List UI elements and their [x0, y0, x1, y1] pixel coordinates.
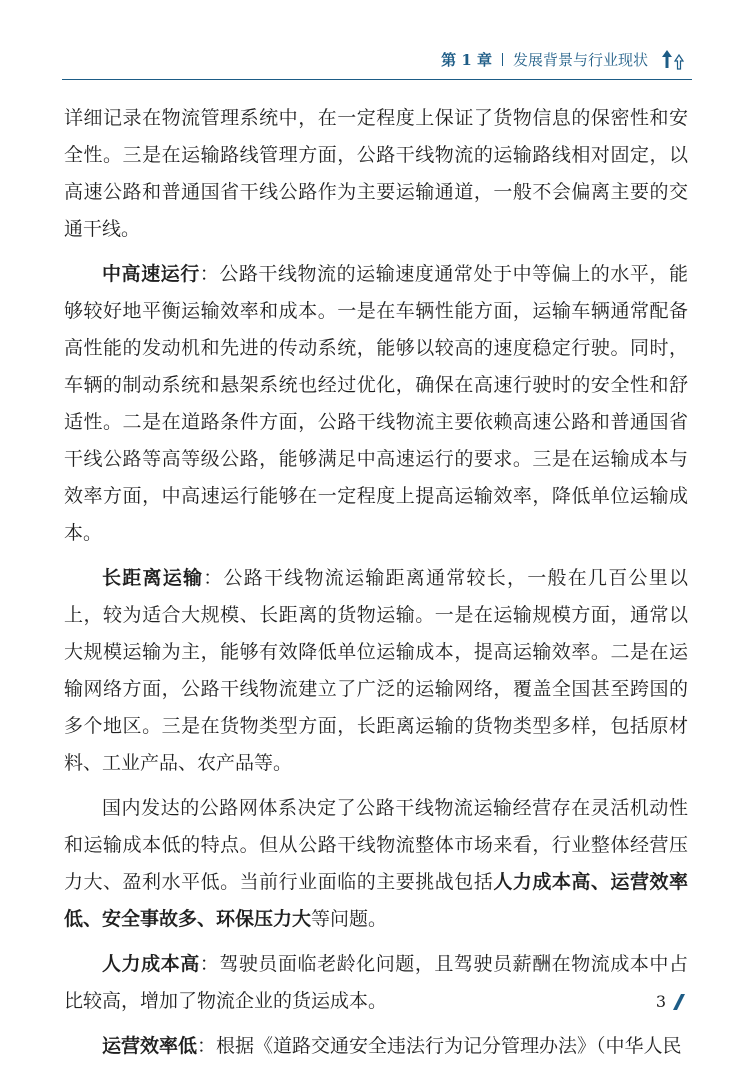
- paragraph-text: ：公路干线物流运输距离通常较长，一般在几百公里以上，较为适合大规模、长距离的货物运输。一是在运输规模方面，通常以大规模运输为主，能够有效降低单位运输成本，提高运输效率。二是在运输网络方面，公路干线物流建立了广泛的运输网络，覆盖全国甚至跨国的多个地区。三是在货物类型方面，长距离运输的货物类型多样，包括原材料、工业产品、农产品等。: [64, 567, 688, 774]
- paragraph-text: 国内发达的公路网体系决定了公路干线物流运输经营存在灵活机动性和运输成本低的特点。但从公路干线物流整体市场来看，行业整体经营压力大、盈利水平低。当前行业面临的主要挑战包括: [64, 797, 688, 893]
- paragraph-text: 详细记录在物流管理系统中，在一定程度上保证了货物信息的保密性和安全性。三是在运输路线管理方面，公路干线物流的运输路线相对固定，以高速公路和普通国省干线公路作为主要运输通道，一般不会偏离主要的交通干线。: [64, 107, 688, 240]
- page-number: 3: [655, 992, 666, 1011]
- bold-term: 长距离运输: [102, 567, 204, 589]
- paragraph: [64, 1028, 688, 1065]
- bold-term: 运营效率低: [102, 1035, 198, 1057]
- body-text: [64, 100, 688, 1065]
- bold-term: 人力成本高、运营效率低、安全事故多、环保压力大: [64, 871, 688, 930]
- paragraph: [64, 100, 688, 248]
- slash-mark-icon: [672, 993, 686, 1011]
- running-header: [441, 47, 686, 71]
- header-rule: [62, 79, 692, 80]
- paragraph-text: ：驾驶员面临老龄化问题，且驾驶员薪酬在物流成本中占比较高，增加了物流企业的货运成本。: [64, 953, 688, 1012]
- paragraph-text: 等问题。: [311, 908, 388, 930]
- paragraph-text: ：公路干线物流的运输速度通常处于中等偏上的水平，能够较好地平衡运输效率和成本。一是在车辆性能方面，运输车辆通常配备高性能的发动机和先进的传动系统，能够以较高的速度稳定行驶。同时，车辆的制动系统和悬架系统也经过优化，确保在高速行驶时的安全性和舒适性。二是在道路条件方面，公路干线物流主要依赖高速公路和普通国省干线公路等高等级公路，能够满足中高速运行的要求。三是在运输成本与效率方面，中高速运行能够在一定程度上提高运输效率，降低单位运输成本。: [64, 263, 688, 544]
- header-divider: [502, 53, 503, 66]
- paragraph-text: ：根据《道路交通安全违法行为记分管理办法》（中华人民: [197, 1035, 682, 1057]
- paragraph: [64, 256, 688, 552]
- chapter-label: 第 1 章: [441, 50, 492, 69]
- page-footer: [656, 992, 686, 1011]
- chapter-title: 发展背景与行业现状: [512, 50, 648, 69]
- paragraph: [64, 790, 688, 938]
- up-arrows-icon: [660, 47, 686, 71]
- bold-term: 中高速运行: [102, 263, 200, 285]
- paragraph: [64, 560, 688, 782]
- bold-term: 人力成本高: [102, 953, 200, 975]
- paragraph: [64, 946, 688, 1020]
